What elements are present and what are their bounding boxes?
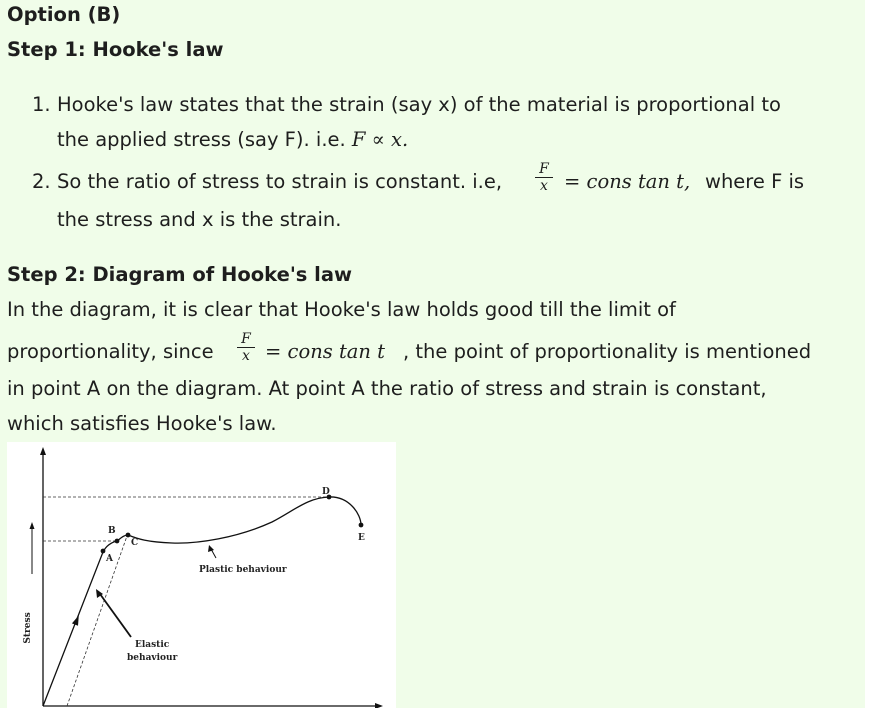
elastic-pointer-line — [100, 594, 131, 637]
step2-line2-text: proportionality, since — [7, 340, 214, 363]
loading-arrowhead — [72, 614, 82, 626]
stress-strain-graph — [7, 442, 396, 708]
constant-formula: = cons tan t, — [564, 170, 691, 193]
item2-line2: the stress and x is the strain. — [57, 208, 342, 231]
step2-fraction — [237, 331, 255, 364]
elastic-label-line1: Elastic — [135, 640, 170, 650]
step2-line1: In the diagram, it is clear that Hooke's law holds good till the limit of — [7, 298, 676, 321]
constant-formula: = cons tan t — [265, 340, 386, 363]
plastic-behaviour-label: Plastic behaviour — [199, 565, 287, 575]
fraction-denominator: x — [242, 348, 250, 364]
point-b-label: B — [108, 526, 116, 536]
plastic-pointer-arrowhead — [208, 545, 214, 552]
point-e-label: E — [358, 533, 365, 543]
item1-line2 — [57, 128, 408, 152]
point-a-dot — [101, 549, 106, 554]
stress-strain-curve — [43, 497, 361, 706]
list-number-1: 1. — [32, 93, 51, 116]
item1-line1: Hooke's law states that the strain (say x) of the material is proportional to — [57, 93, 781, 116]
proportional-formula: F ∝ x. — [351, 128, 409, 151]
step2-line4: which satisfies Hooke's law. — [7, 412, 277, 435]
point-c-label: C — [131, 538, 139, 548]
item2-fraction — [535, 161, 553, 194]
fraction-numerator: F — [241, 331, 251, 347]
point-d-label: D — [322, 487, 330, 497]
point-a-label: A — [106, 554, 113, 564]
x-axis-arrowhead — [375, 703, 383, 708]
item1-line2-text: the applied stress (say F). i.e. — [57, 128, 346, 151]
point-e-dot — [359, 523, 364, 528]
step2-heading: Step 2: Diagram of Hooke's law — [7, 263, 353, 286]
point-b-dot — [115, 539, 120, 544]
item2-line1-tail: where F is — [705, 170, 805, 193]
stress-strain-diagram — [7, 442, 396, 708]
point-c-dot — [126, 533, 131, 538]
fraction-numerator: F — [539, 161, 549, 177]
fraction-denominator: x — [540, 178, 548, 194]
y-axis-arrowhead — [40, 447, 46, 455]
item2-line1-text: So the ratio of stress to strain is constant. i.e, — [57, 170, 503, 193]
step2-line3: in point A on the diagram. At point A the ratio of stress and strain is constant, — [7, 377, 767, 400]
step1-heading: Step 1: Hooke's law — [7, 38, 224, 61]
step2-line2-tail: , the point of proportionality is mentioned — [403, 340, 812, 363]
stress-direction-arrowhead — [30, 522, 35, 529]
list-number-2: 2. — [32, 170, 51, 193]
elastic-label-line2: behaviour — [127, 653, 178, 663]
option-title: Option (B) — [7, 3, 121, 26]
y-axis-label: Stress — [23, 612, 33, 644]
